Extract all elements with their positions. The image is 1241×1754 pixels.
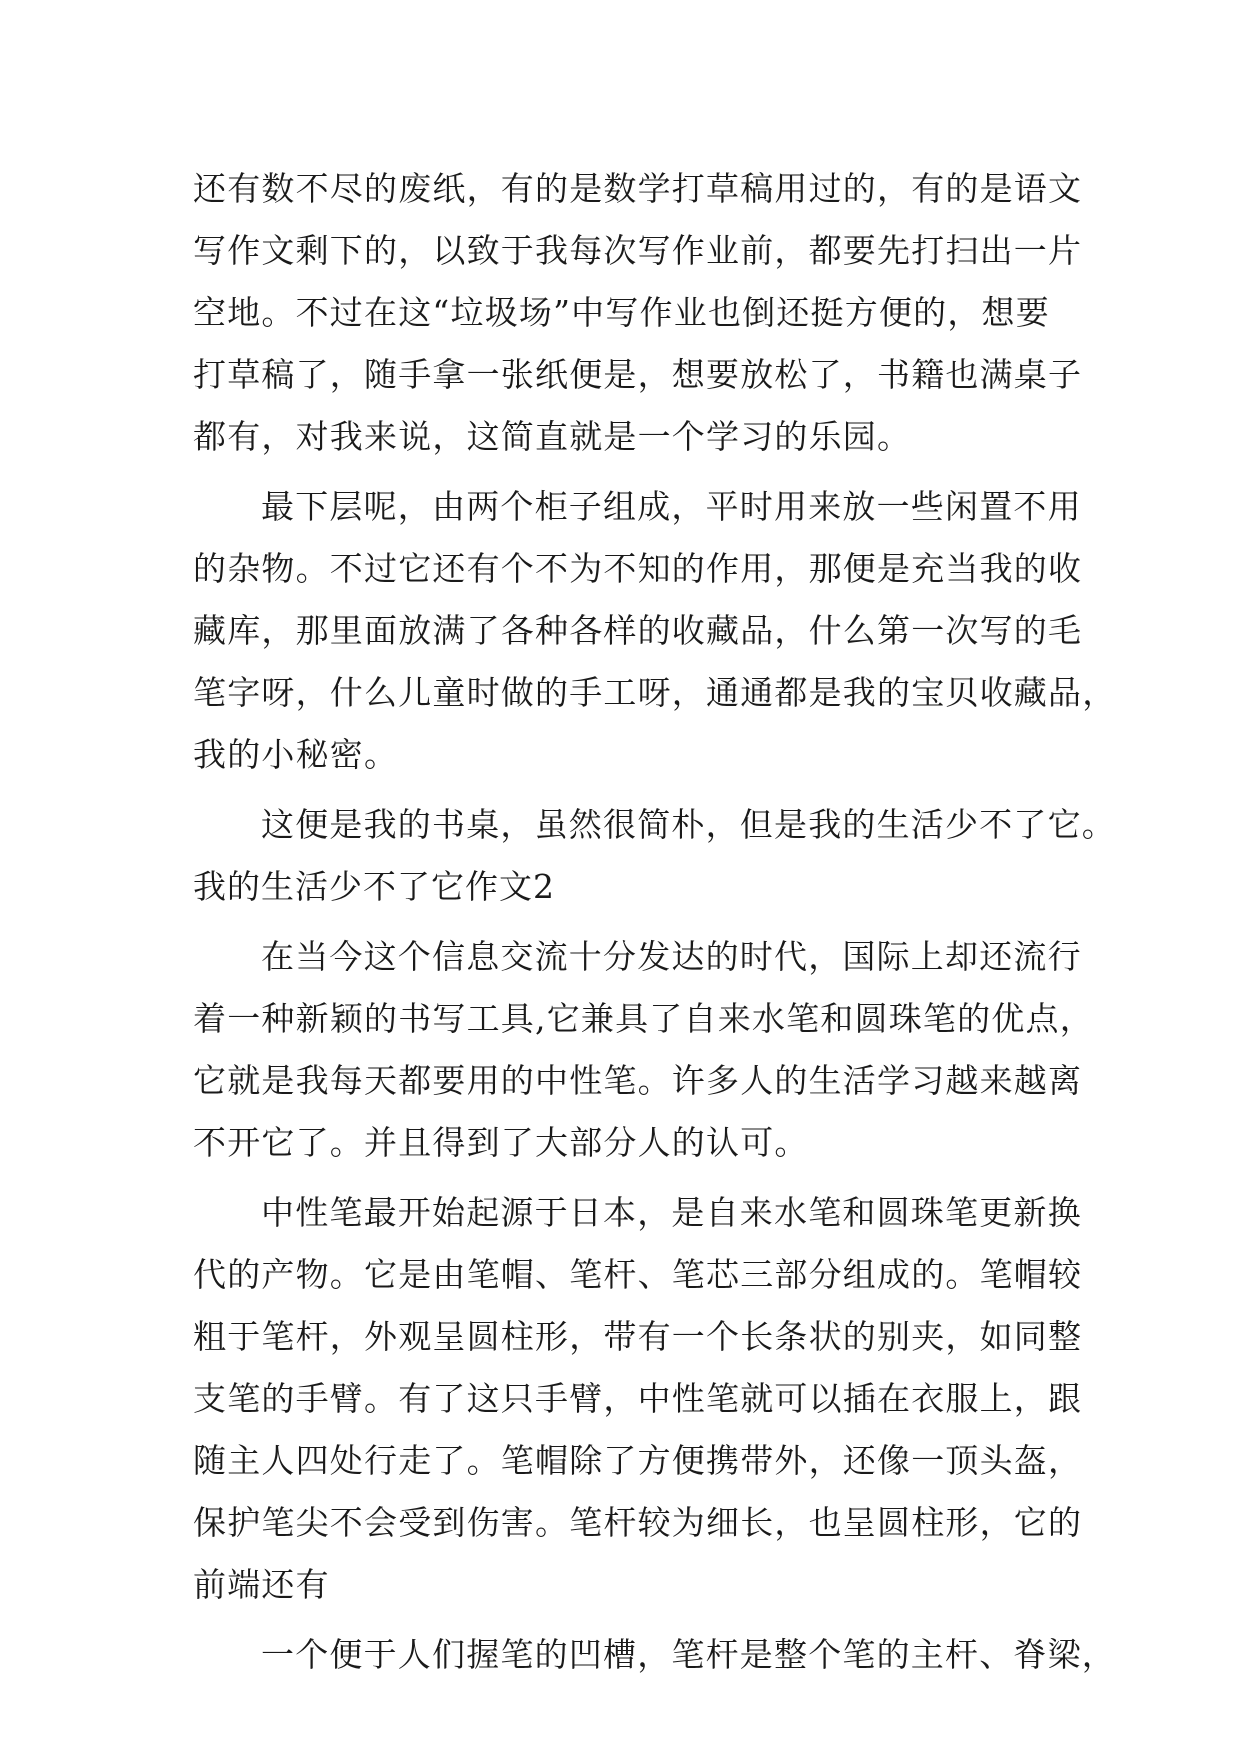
text-line: 粗于笔杆，外观呈圆柱形，带有一个长条状的别夹，如同整 (193, 1317, 1083, 1356)
text-line: 还有数不尽的废纸，有的是数学打草稿用过的，有的是语文 (193, 169, 1083, 208)
text-line: 空地。不过在这“垃圾场”中写作业也倒还挺方便的，想要 (193, 293, 1050, 332)
paragraph-gap (193, 786, 1048, 794)
text-line: 着一种新颖的书写工具,它兼具了自来水笔和圆珠笔的优点， (193, 999, 1094, 1038)
section-heading (193, 856, 1048, 918)
document-page (193, 158, 1117, 1686)
text-line: 代的产物。它是由笔帽、笔杆、笔芯三部分组成的。笔帽较 (193, 1255, 1083, 1294)
text-line: 这便是我的书桌，虽然很简朴，但是我的生活少不了它。 (261, 805, 1116, 844)
text-line: 写作文剩下的，以致于我每次写作业前，都要先打扫出一片 (193, 231, 1083, 270)
text-line: 打草稿了，随手拿一张纸便是，想要放松了，书籍也满桌子 (193, 355, 1083, 394)
paragraph-gap (193, 918, 1048, 926)
text-line: 保护笔尖不会受到伤害。笔杆较为细长，也呈圆柱形，它的 (193, 1503, 1083, 1542)
text-line: 我的小秘密。 (193, 735, 399, 774)
text-line: 藏库，那里面放满了各种各样的收藏品，什么第一次写的毛 (193, 611, 1083, 650)
text-line: 在当今这个信息交流十分发达的时代，国际上却还流行 (261, 937, 1082, 976)
paragraph-1 (193, 158, 1083, 468)
essay-title: 我的生活少不了它作文2 (193, 867, 555, 906)
paragraph-6 (193, 1624, 1116, 1686)
text-line: 不开它了。并且得到了大部分人的认可。 (193, 1123, 809, 1162)
paragraph-gap (193, 468, 1048, 476)
text-line: 它就是我每天都要用的中性笔。许多人的生活学习越来越离 (193, 1061, 1083, 1100)
paragraph-3 (193, 794, 1116, 856)
paragraph-gap (193, 1174, 1048, 1182)
paragraph-4 (193, 926, 1094, 1174)
text-line: 随主人四处行走了。笔帽除了方便携带外，还像一顶头盔， (193, 1441, 1083, 1480)
text-line: 都有，对我来说，这简直就是一个学习的乐园。 (193, 417, 912, 456)
text-line: 笔字呀，什么儿童时做的手工呀，通通都是我的宝贝收藏品， (193, 673, 1117, 712)
text-line: 最下层呢，由两个柜子组成，平时用来放一些闲置不用 (261, 487, 1082, 526)
text-line: 支笔的手臂。有了这只手臂，中性笔就可以插在衣服上，跟 (193, 1379, 1083, 1418)
text-line: 一个便于人们握笔的凹槽，笔杆是整个笔的主杆、脊梁， (261, 1635, 1116, 1674)
paragraph-5 (193, 1182, 1083, 1616)
text-line: 前端还有 (193, 1565, 330, 1604)
paragraph-2 (193, 476, 1117, 786)
paragraph-gap (193, 1616, 1048, 1624)
text-line: 中性笔最开始起源于日本，是自来水笔和圆珠笔更新换 (261, 1193, 1082, 1232)
text-line: 的杂物。不过它还有个不为不知的作用，那便是充当我的收 (193, 549, 1083, 588)
